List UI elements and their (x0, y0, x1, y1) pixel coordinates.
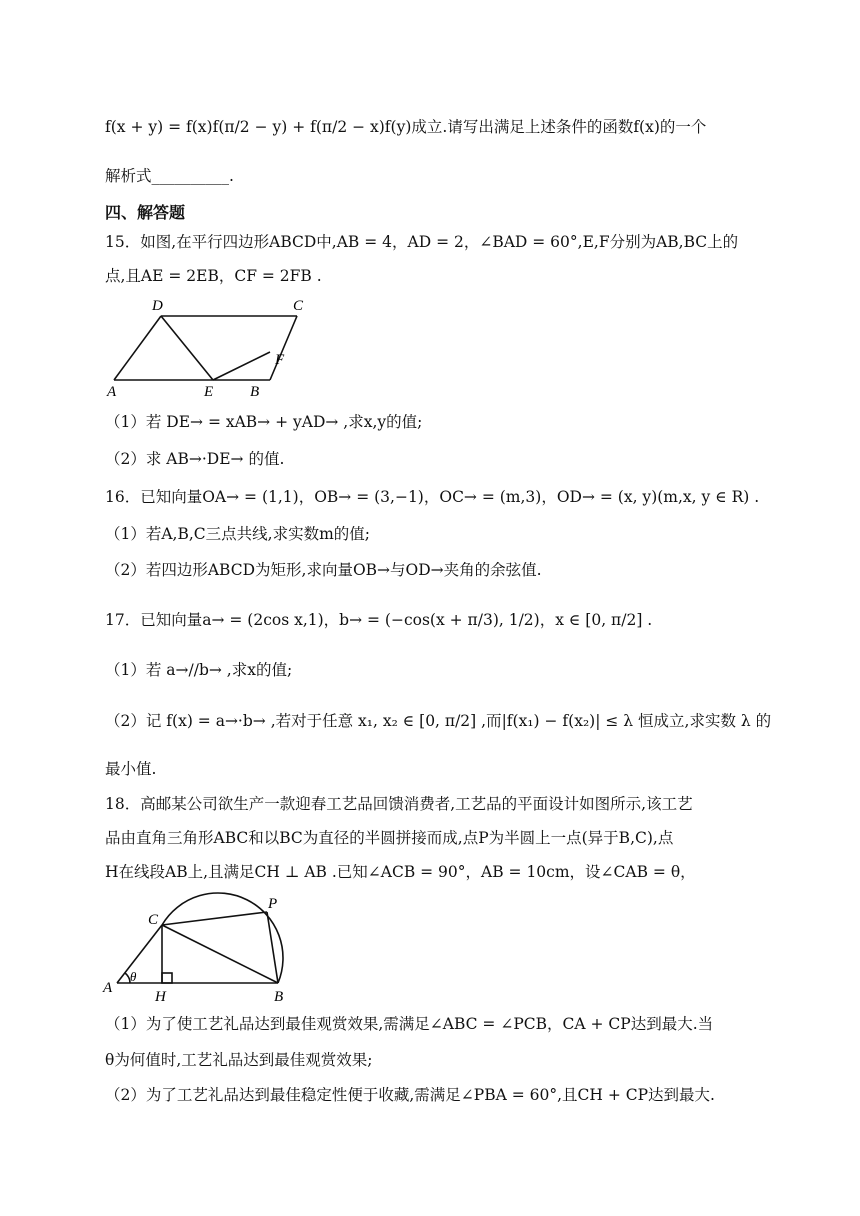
label-b: B (250, 384, 260, 400)
q18-part1-cont: θ为何值时,工艺礼品达到最佳观赏效果; (105, 1051, 373, 1069)
q15-stem-2: 点,且AE = 2EB，CF = 2FB . (105, 267, 322, 285)
label-a: A (103, 980, 113, 996)
q16-part1: （1）若A,B,C三点共线,求实数m的值; (105, 525, 371, 543)
label-e: E (204, 384, 214, 400)
q17-part2-cont: 最小值. (105, 760, 157, 778)
parallelogram-figure (100, 292, 320, 402)
q15-part2: （2）求 AB→·DE→ 的值. (105, 450, 285, 468)
q18-stem-3: H在线段AB上,且满足CH ⊥ AB .已知∠ACB = 90°，AB = 10cm，设∠CAB = θ， (105, 863, 696, 881)
q17-stem: 17．已知向量a→ = (2cos x,1)，b→ = (−cos(x + π/3), 1/2)，x ∈ [0, π/2] . (105, 611, 653, 629)
q16-stem: 16．已知向量OA→ = (1,1)，OB→ = (3,−1)，OC→ = (m,3)，OD→ = (x, y)(m,x, y ∈ R) . (105, 488, 760, 506)
q18-stem-1: 18．高邮某公司欲生产一款迎春工艺品回馈消费者,工艺品的平面设计如图所示,该工艺 (105, 795, 693, 813)
label-b: B (274, 989, 284, 1005)
q16-part2: （2）若四边形ABCD为矩形,求向量OB→与OD→夹角的余弦值. (105, 561, 542, 579)
q17-part2: （2）记 f(x) = a→·b→ ,若对于任意 x₁, x₂ ∈ [0, π/2] ,而|f(x₁) − f(x₂)| ≤ λ 恒成立,求实数 λ 的 (105, 712, 772, 730)
q17-part1: （1）若 a→//b→ ,求x的值; (105, 661, 293, 679)
label-theta: θ (130, 969, 137, 984)
label-d: D (152, 298, 163, 314)
label-c: C (293, 298, 304, 314)
triangle-semicircle-figure (100, 888, 310, 1008)
q18-stem-2: 品由直角三角形ABC和以BC为直径的半圆拼接而成,点P为半圆上一点(异于B,C),点 (105, 829, 674, 847)
label-f: F (275, 352, 285, 368)
section-heading: 四、解答题 (105, 203, 186, 222)
q14-line1: f(x + y) = f(x)f(π/2 − y) + f(π/2 − x)f(y)成立.请写出满足上述条件的函数f(x)的一个 (105, 118, 707, 136)
label-p: P (268, 896, 278, 912)
q18-part1: （1）为了使工艺礼品达到最佳观赏效果,需满足∠ABC = ∠PCB，CA + CP达到最大.当 (105, 1015, 714, 1033)
q15-stem-1: 15．如图,在平行四边形ABCD中,AB = 4，AD = 2，∠BAD = 60°,E,F分别为AB,BC上的 (105, 233, 739, 251)
q18-part2: （2）为了工艺礼品达到最佳稳定性便于收藏,需满足∠PBA = 60°,且CH + CP达到最大. (105, 1086, 715, 1104)
q14-line2: 解析式__________. (105, 167, 234, 185)
label-a: A (107, 384, 117, 400)
q15-part1: （1）若 DE→ = xAB→ + yAD→ ,求x,y的值; (105, 413, 423, 431)
label-h: H (155, 989, 166, 1005)
label-c: C (148, 912, 159, 928)
